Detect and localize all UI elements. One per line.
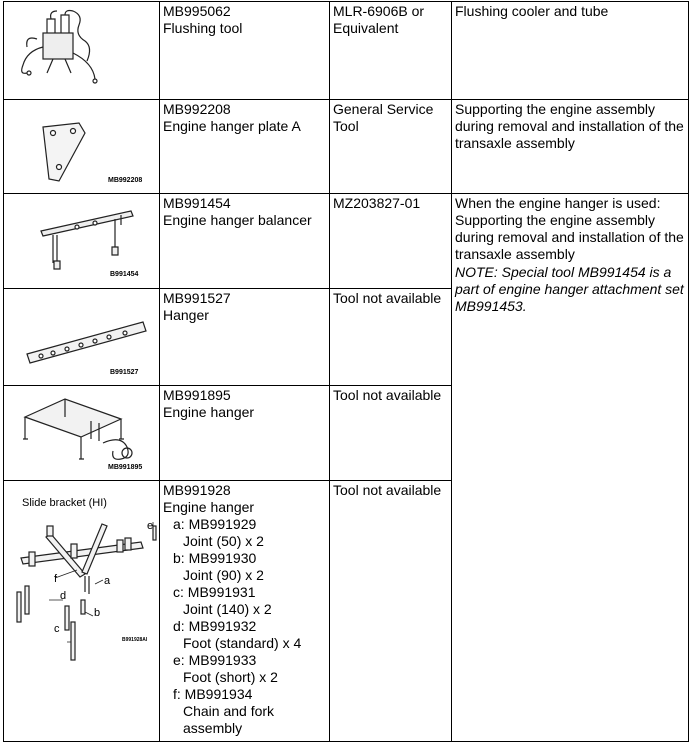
tool-illustration-cell: [4, 481, 160, 742]
engine-hanger-set-icon: [7, 482, 163, 741]
tool-illustration-cell: [4, 100, 160, 194]
callout-f: f: [54, 573, 58, 585]
callout-c: c: [54, 623, 60, 635]
callout-d: d: [60, 590, 67, 602]
equivalent-cell: [330, 100, 452, 194]
tool-name: Hanger: [163, 307, 209, 323]
tool-illustration-cell: [4, 386, 160, 481]
table-row: [4, 100, 689, 194]
part-number-cell: [160, 194, 330, 289]
component-desc: Foot (short) x 2: [183, 669, 278, 685]
tool-illustration-cell: [4, 194, 160, 289]
special-tools-table: [3, 1, 689, 742]
tool-name: Flushing tool: [163, 20, 243, 36]
callout-e: e: [147, 520, 154, 532]
part-number-cell: [160, 289, 330, 386]
equivalent-tool: Tool not available: [333, 387, 442, 403]
table-row: [4, 194, 689, 289]
flushing-tool-icon: [7, 3, 163, 99]
equivalent-tool: Tool not available: [333, 482, 442, 498]
equivalent-cell: [330, 289, 452, 386]
part-number-cell: [160, 386, 330, 481]
tool-name: Engine hanger: [163, 404, 255, 420]
component-item: e: MB991933: [173, 652, 257, 668]
equivalent-tool: MLR-6906B or Equivalent: [333, 3, 425, 36]
part-number: MB991527: [163, 290, 231, 306]
equivalent-tool: General Service Tool: [333, 101, 434, 134]
part-number: MB992208: [163, 101, 231, 117]
component-item: a: MB991929: [173, 516, 257, 532]
callout-a: a: [104, 575, 111, 587]
part-number-cell: [160, 2, 330, 100]
hanger-balancer-icon: [7, 195, 163, 288]
part-number: MB995062: [163, 3, 231, 19]
equivalent-cell: [330, 194, 452, 289]
slide-bracket-label: Slide bracket (HI): [22, 497, 107, 509]
application-text: Flushing cooler and tube: [455, 3, 609, 19]
tool-illustration-cell: [4, 289, 160, 386]
illustration-code: B991928AI: [122, 637, 148, 643]
illustration-code: MB992208: [108, 177, 143, 184]
equivalent-tool: MZ203827-01: [333, 195, 421, 211]
callout-b: b: [94, 607, 101, 619]
part-number: MB991895: [163, 387, 231, 403]
application-text: When the engine hanger is used: Supporting the engine assembly during removal and installation of the transaxle assembly: [455, 195, 684, 262]
component-desc: Joint (50) x 2: [183, 533, 264, 549]
tool-name: Engine hanger: [163, 499, 255, 515]
component-desc: Chain and fork assembly: [183, 703, 275, 736]
application-cell: [452, 2, 689, 100]
application-cell: [452, 100, 689, 194]
part-number: MB991928: [163, 482, 231, 498]
component-item: b: MB991930: [173, 550, 257, 566]
component-item: d: MB991932: [173, 618, 257, 634]
component-desc: Joint (90) x 2: [183, 567, 264, 583]
component-item: f: MB991934: [173, 686, 253, 702]
application-note: NOTE: Special tool MB991454 is a part of engine hanger attachment set MB991453.: [455, 264, 684, 314]
equivalent-cell: [330, 481, 452, 742]
equivalent-cell: [330, 2, 452, 100]
application-text: Supporting the engine assembly during removal and installation of the transaxle assembly: [455, 101, 684, 151]
tool-name: Engine hanger balancer: [163, 212, 312, 228]
illustration-code: B991454: [110, 271, 139, 278]
illustration-code: MB991895: [108, 464, 143, 471]
hanger-bar-icon: [7, 290, 163, 385]
tool-name: Engine hanger plate A: [163, 118, 301, 134]
illustration-code: B991527: [110, 369, 139, 376]
application-cell: [452, 194, 689, 742]
equivalent-tool: Tool not available: [333, 290, 442, 306]
component-item: c: MB991931: [173, 584, 256, 600]
component-desc: Joint (140) x 2: [183, 601, 272, 617]
part-number-cell: [160, 481, 330, 742]
part-number-cell: [160, 100, 330, 194]
equivalent-cell: [330, 386, 452, 481]
table-row: [4, 2, 689, 100]
part-number: MB991454: [163, 195, 231, 211]
component-desc: Foot (standard) x 4: [183, 635, 302, 651]
tool-illustration-cell: [4, 2, 160, 100]
